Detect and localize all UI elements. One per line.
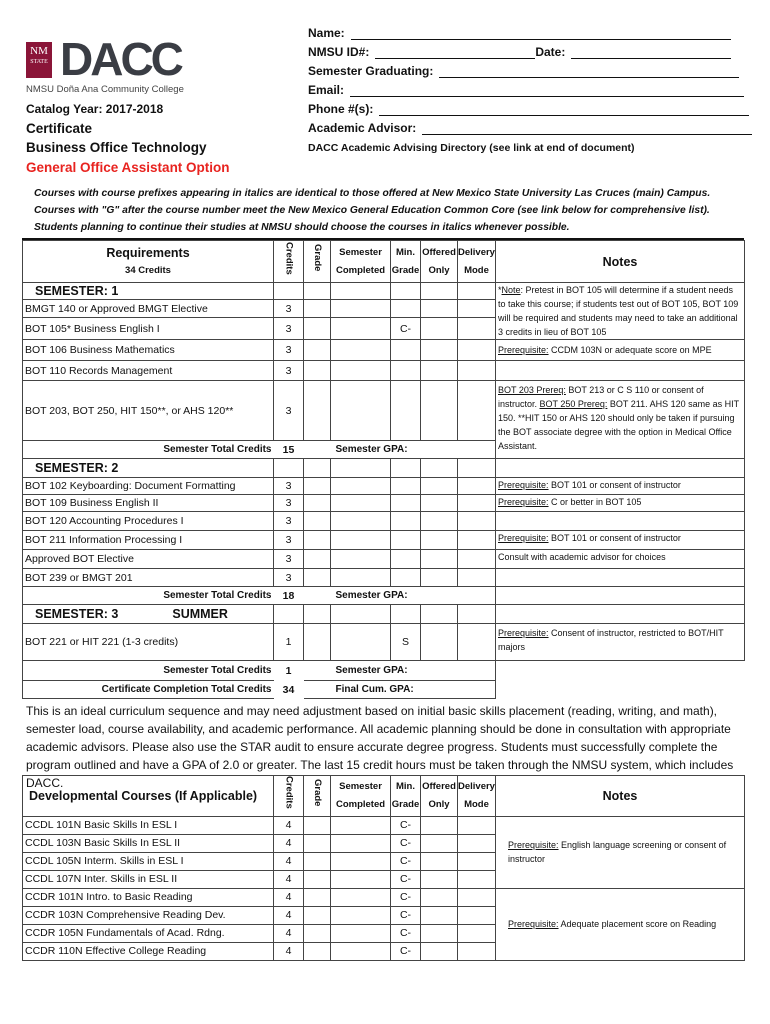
developmental-header: Developmental Courses (If Applicable) <box>23 776 274 817</box>
course-row: BMGT 140 or Approved BMGT Elective 3 <box>23 300 745 318</box>
course-row: Approved BOT Elective 3 Consult with academic advisor for choices <box>23 550 745 569</box>
offered-only-header: Offered Only <box>421 776 458 817</box>
semester-2-heading: SEMESTER: 2 <box>23 459 274 478</box>
semester-1-total: Semester Total Credits 15 Semester GPA: <box>23 441 745 459</box>
name-label: Name: <box>308 26 345 40</box>
offered-only-header: Offered Only <box>421 241 458 283</box>
semester-2-total: Semester Total Credits 18 Semester GPA: <box>23 587 745 605</box>
delivery-mode-header: Delivery Mode <box>458 241 496 283</box>
grade-header: Grade <box>304 241 331 283</box>
course-row: CCDL 101N Basic Skills In ESL I 4 C- Prerequisite: English language screening or consent of instructor <box>23 816 745 834</box>
semester-1-heading: SEMESTER: 1 <box>23 283 274 300</box>
phone-label: Phone #(s): <box>308 102 374 116</box>
name-field[interactable] <box>308 26 731 40</box>
certificate-label: Certificate <box>26 121 93 136</box>
course-row: CCDL 103N Basic Skills In ESL II 4 C- <box>23 834 745 852</box>
logo-wordmark: DACC <box>60 33 181 85</box>
id-field[interactable] <box>308 45 731 59</box>
min-grade-header: Min. Grade <box>391 776 421 817</box>
developmental-table <box>22 775 745 961</box>
min-grade-header: Min. Grade <box>391 241 421 283</box>
credits-header: Credits <box>274 241 304 283</box>
advisor-label: Academic Advisor: <box>308 121 417 135</box>
semester-3-heading: SEMESTER: 3 SUMMER <box>23 605 274 624</box>
intro-text: Courses with course prefixes appearing in italics are identical to those offered at New Mexico State University Las Cruces (main) Campus. Courses with "G" after the course number meet the New Mexico General Education Common Core (see link below for comprehensive list). Students planning to continue their studies at NMSU should choose the courses in italics whenever possible. <box>34 188 711 233</box>
requirements-table <box>22 240 745 699</box>
course-row: BOT 211 Information Processing I 3 Prerequisite: BOT 101 or consent of instructor <box>23 531 745 550</box>
course-row: BOT 239 or BMGT 201 3 <box>23 569 745 587</box>
curriculum-paragraph: This is an ideal curriculum sequence and may need adjustment based on initial basic skills placement (reading, writing, and math), semester load, course availability, and academic performance. All academic planning should be done in consultation with appropriate academic advisors. Please also use the STAR audit to ensure accurate degree progress. Students must successfully complete the program outlined and have a GPA of 2.0 or greater. The last 15 credit hours must be taken through the NMSU system, which includes DACC. <box>26 704 734 790</box>
semester-completed-header: Semester Completed <box>331 241 391 283</box>
course-row: BOT 109 Business English II 3 Prerequisite: C or better in BOT 105 <box>23 495 745 512</box>
certificate-total: Certificate Completion Total Credits 34 Final Cum. GPA: <box>23 681 745 699</box>
dacc-logo <box>26 33 196 100</box>
option-title: General Office Assistant Option <box>26 160 230 175</box>
notes-header: Notes <box>496 241 745 283</box>
course-row: BOT 102 Keyboarding: Document Formatting 3 Prerequisite: BOT 101 or consent of instructor <box>23 478 745 495</box>
course-row: BOT 203, BOT 250, HIT 150**, or AHS 120** 3 BOT 203 Prereq: BOT 213 or C S 110 or consent of instructor. BOT 250 Prereq: BOT 211. AHS 120 same as HIT 150. **HIT 150 or AHS 120 should only be taken if pursuing the BOT associate degree with the option in Medical Office Assistant. <box>23 381 745 441</box>
requirements-header: Requirements 34 Credits <box>23 241 274 283</box>
advising-directory: DACC Academic Advising Directory (see link at end of document) <box>308 142 635 154</box>
note-esl: Prerequisite: English language screening or consent of instructor <box>496 816 745 888</box>
course-row: BOT 105* Business English I 3 C- <box>23 318 745 340</box>
grade-header: Grade <box>304 776 331 817</box>
course-row: BOT 120 Accounting Procedures I 3 <box>23 512 745 531</box>
credits-header: Credits <box>274 776 304 817</box>
course-row: CCDR 105N Fundamentals of Acad. Rdng. 4 C- <box>23 924 745 942</box>
advisor-field[interactable] <box>308 121 752 135</box>
course-row: BOT 106 Business Mathematics 3 Prerequisite: CCDM 103N or adequate score on MPE <box>23 340 745 361</box>
program-title: Business Office Technology <box>26 140 207 155</box>
phone-field[interactable] <box>308 102 749 116</box>
course-row: BOT 110 Records Management 3 <box>23 361 745 381</box>
date-label: Date: <box>535 45 566 59</box>
course-row: CCDR 110N Effective College Reading 4 C- <box>23 942 745 960</box>
delivery-mode-header: Delivery Mode <box>458 776 496 817</box>
note-bot105: *Note: Pretest in BOT 105 will determine if a student needs to take this course; if students test out of BOT 105, BOT 109 will be required and students may need to take an additional 3 credits in lieu of BOT 105 <box>496 283 745 340</box>
course-row: BOT 221 or HIT 221 (1-3 credits) 1 S Prerequisite: Consent of instructor, restricted to BOT/HIT majors <box>23 624 745 661</box>
course-row: CCDL 107N Inter. Skills in ESL II 4 C- <box>23 870 745 888</box>
course-row: CCDR 101N Intro. to Basic Reading 4 C- Prerequisite: Adequate placement score on Reading <box>23 888 745 906</box>
email-field[interactable] <box>308 83 744 97</box>
note-bot203: BOT 203 Prereq: BOT 213 or C S 110 or consent of instructor. BOT 250 Prereq: BOT 211. AHS 120 same as HIT 150. **HIT 150 or AHS 120 should only be taken if pursuing the BOT associate degree with the option in Medical Office Assistant. <box>496 381 745 459</box>
course-row: CCDR 103N Comprehensive Reading Dev. 4 C- <box>23 906 745 924</box>
semester-completed-header: Semester Completed <box>331 776 391 817</box>
semester-3-total: Semester Total Credits 1 Semester GPA: <box>23 661 745 681</box>
catalog-year: Catalog Year: 2017-2018 <box>26 102 164 116</box>
logo-subtitle: NMSU Doña Ana Community College <box>26 84 184 95</box>
nmsu-badge: NM STATE <box>26 42 52 78</box>
email-label: Email: <box>308 83 345 97</box>
note-reading: Prerequisite: Adequate placement score on Reading <box>496 888 745 960</box>
id-label: NMSU ID#: <box>308 45 370 59</box>
semester-graduating-label: Semester Graduating: <box>308 64 434 78</box>
notes-header: Notes <box>496 776 745 817</box>
semester-graduating-field[interactable] <box>308 64 739 78</box>
course-row: CCDL 105N Interm. Skills in ESL I 4 C- <box>23 852 745 870</box>
